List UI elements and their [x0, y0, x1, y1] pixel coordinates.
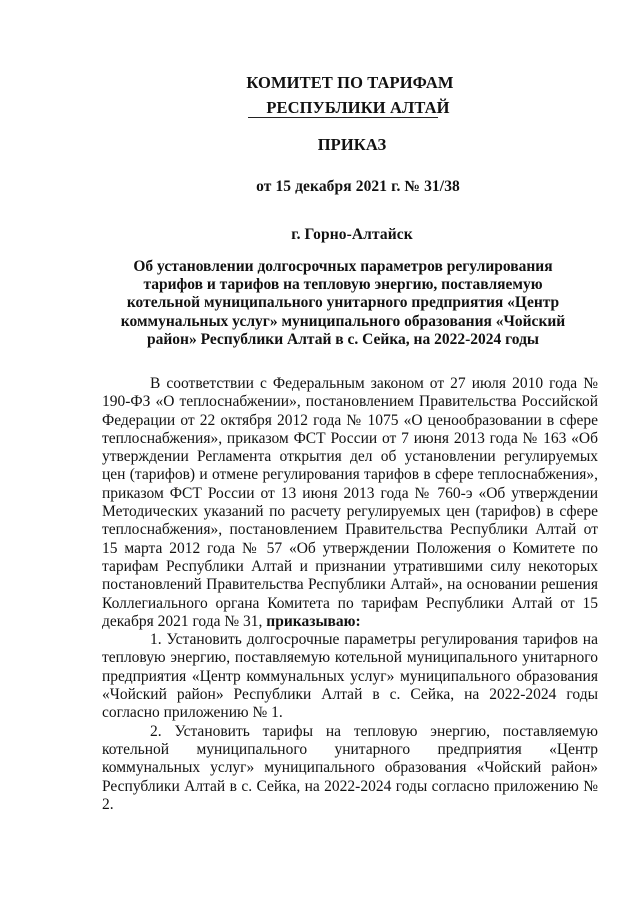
order-item-1: 1. Установить долгосрочные параметры регулирования тарифов на тепловую энергию, поставляемую котельной муниципального унитарного предприятия «Центр коммунальных услуг» муниципального образования «Чойский район» Республики Алтай в с. Сейка, на 2022-2024 годы согласно приложению № 1.: [102, 631, 598, 722]
order-item-2: 2. Установить тарифы на тепловую энергию, поставляемую котельной муниципального унитарного предприятия «Центр коммунальных услуг» муниципального образования «Чойский район» Республики Алтай в с. Сейка, на 2022-2024 годы согласно приложению № 2.: [102, 722, 598, 813]
preamble-paragraph: [102, 375, 598, 631]
order-body: [102, 375, 598, 814]
document-title: ПРИКАЗ: [317, 135, 387, 154]
order-subject: Об установлении долгосрочных параметров регулирования тарифов и тарифов на тепловую энергию, поставляемую котельной муниципального унитарного предприятия «Центр коммунальных услуг» муниципального образования «Чойский район» Республики Алтай в с. Сейка, на 2022-2024 годы: [120, 258, 566, 348]
order-date-number: от 15 декабря 2021 г. № 31/38: [256, 178, 460, 195]
header-underline: [248, 117, 438, 118]
organization-name-line-1: КОМИТЕТ ПО ТАРИФАМ: [246, 73, 454, 92]
decree-word: приказываю:: [266, 612, 361, 630]
preamble-text: В соответствии с Федеральным законом от 27 июля 2010 года № 190-ФЗ «О теплоснабжении», постановлением Правительства Российской Федерации от 22 октября 2012 года № 1075 «О ценообразовании в сфере теплоснабжения», приказом ФСТ России от 7 июня 2013 года № 163 «Об утверждении Регламента открытия дел об установлении регулируемых цен (тарифов) и отмене регулирования тарифов в сфере теплоснабжения», приказом ФСТ России от 13 июня 2013 года № 760-э «Об утверждении Методических указаний по расчету регулируемых цен (тарифов) в сфере теплоснабжения», постановлением Правительства Республики Алтай от 15 марта 2012 года № 57 «Об утверждении Положения о Комитете по тарифам Республики Алтай и признании утратившими силу некоторых постановлений Правительства Республики Алтай», на основании решения Коллегиального органа Комитета по тарифам Республики Алтай от 15 декабря 2021 года № 31,: [102, 375, 598, 630]
order-city: г. Горно-Алтайск: [291, 226, 413, 243]
organization-name-line-2: РЕСПУБЛИКИ АЛТАЙ: [266, 98, 450, 117]
